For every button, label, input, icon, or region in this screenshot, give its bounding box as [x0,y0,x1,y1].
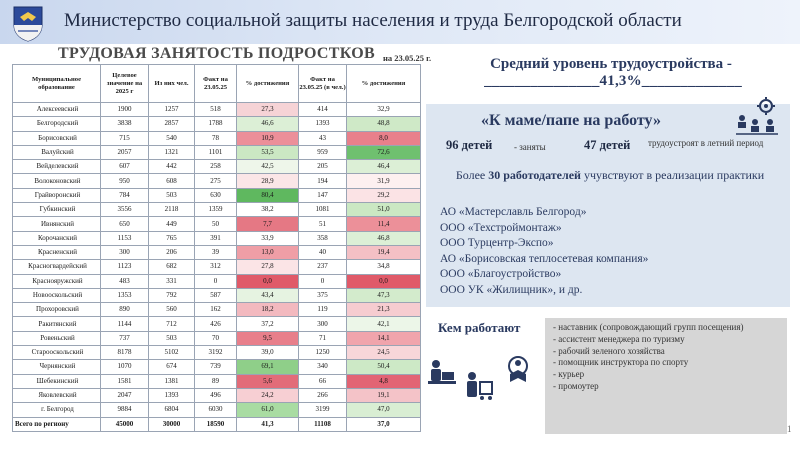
table-cell-target: 1353 [101,288,149,302]
table-cell-pct2: 34,8 [347,260,421,274]
organization-item: ООО УК «Жилищник», и др. [440,283,583,296]
table-cell-target: 9884 [101,403,149,417]
table-cell-target: 2047 [101,388,149,402]
table-cell-fact2: 119 [299,303,347,317]
table-cell-of-them: 674 [149,360,195,374]
table-row [13,346,421,360]
table-total-row [13,417,421,431]
table-cell-pct2: 47,3 [347,288,421,302]
average-value: _______________41,3%_____________ [484,73,742,89]
column-header: Факт на 23.05.25 [195,65,237,103]
table-cell-target: 2057 [101,145,149,159]
kids-summer-count: 47 детей [584,138,631,152]
table-cell-fact: 1101 [195,145,237,159]
table-cell-pct2: 42,1 [347,317,421,331]
table-cell-pct1: 53,5 [237,145,299,159]
table-cell-of-them: 1393 [149,388,195,402]
work-role-item: - промоутер [553,380,599,391]
table-row [13,260,421,274]
table-cell-pct2: 19,4 [347,245,421,259]
table-cell-name: Белгородский [13,117,101,131]
table-cell-target: 715 [101,131,149,145]
table-cell-fact: 0 [195,274,237,288]
section-date: на 23.05.25 г. [383,53,432,63]
table-cell-of-them: 331 [149,274,195,288]
table-cell-pct2: 72,6 [347,145,421,159]
table-cell-fact2: 3199 [299,403,347,417]
table-cell-name: Валуйский [13,145,101,159]
column-header: Из них чел. [149,65,195,103]
table-row [13,303,421,317]
table-cell-target: 737 [101,331,149,345]
employers-text [440,168,780,183]
table-cell-of-them: 1321 [149,145,195,159]
table-cell-fact: 1788 [195,117,237,131]
table-cell-name: г. Белгород [13,403,101,417]
table-cell-target: 300 [101,245,149,259]
table-cell-name: Шебекинский [13,374,101,388]
table-cell-fact: 587 [195,288,237,302]
table-cell-name: Грайворонский [13,188,101,202]
table-cell-fact2: 266 [299,388,347,402]
table-cell-of-them: 206 [149,245,195,259]
table-cell-fact: 162 [195,303,237,317]
table-cell-fact: 312 [195,260,237,274]
table-cell-pct1: 27,3 [237,103,299,117]
table-cell-pct2: 0,0 [347,274,421,288]
table-cell-of-them: 1381 [149,374,195,388]
coat-of-arms-icon [8,3,48,43]
table-cell-name: Прохоровский [13,303,101,317]
table-cell-pct2: 46,8 [347,231,421,245]
table-cell-pct2: 31,9 [347,174,421,188]
table-row [13,374,421,388]
work-roles-list [545,318,787,434]
table-row [13,360,421,374]
table-cell-fact2: 1081 [299,203,347,217]
table-cell-of-them: 5102 [149,346,195,360]
column-header: % достижения [347,65,421,103]
table-cell-target: 1581 [101,374,149,388]
table-cell-of-them: 712 [149,317,195,331]
organization-item: АО «Мастерславль Белгород» [440,206,587,218]
table-cell-pct1: 13,0 [237,245,299,259]
trolley-worker-icon [467,372,492,400]
table-cell-target: 1153 [101,231,149,245]
table-cell-pct1: 9,5 [237,331,299,345]
table-cell-pct1: 27,8 [237,260,299,274]
work-role-item: - ассистент менеджера по туризму [553,333,685,344]
table-cell-fact2: 959 [299,145,347,159]
table-cell-fact: 78 [195,131,237,145]
table-cell-fact2: 340 [299,360,347,374]
table-cell-pct1: 37,2 [237,317,299,331]
table-cell-fact2: 194 [299,174,347,188]
table-cell-of-them: 540 [149,131,195,145]
table-row [13,188,421,202]
organization-item: АО «Борисовская теплосетевая компания» [440,252,649,265]
table-cell-of-them: 792 [149,288,195,302]
table-cell-fact2: 66 [299,374,347,388]
table-cell-name: Красненский [13,245,101,259]
table-cell-fact2: 147 [299,188,347,202]
table-cell-target: 1123 [101,260,149,274]
table-cell-pct2: 21,3 [347,303,421,317]
table-cell-fact2: 43 [299,131,347,145]
table-cell-name: Волоконовский [13,174,101,188]
table-cell-of-them: 503 [149,331,195,345]
table-cell-of-them: 765 [149,231,195,245]
table-cell-fact: 1359 [195,203,237,217]
table-cell-fact: 258 [195,160,237,174]
table-cell-fact2: 1250 [299,346,347,360]
table-cell-target: 3838 [101,117,149,131]
table-cell-pct1: 28,9 [237,174,299,188]
table-cell-of-them: 560 [149,303,195,317]
employers-count: 30 работодателей [488,168,581,182]
table-row [13,174,421,188]
table-cell-pct2: 47,0 [347,403,421,417]
table-cell-fact: 739 [195,360,237,374]
table-cell-of-them: 682 [149,260,195,274]
table-cell-target: 3556 [101,203,149,217]
table-row [13,160,421,174]
table-cell-target: 1900 [101,103,149,117]
total-cell-target: 45000 [101,417,149,431]
total-cell-pct1: 41,3 [237,417,299,431]
table-header-row [13,65,421,103]
table-cell-name: Краснояружский [13,274,101,288]
table-cell-fact2: 414 [299,103,347,117]
table-cell-of-them: 2857 [149,117,195,131]
work-role-item: - курьер [553,369,585,380]
column-header: Факт на 23.05.25 (в чел.) [299,65,347,103]
table-cell-fact: 518 [195,103,237,117]
table-cell-fact2: 375 [299,288,347,302]
table-cell-target: 483 [101,274,149,288]
work-role-item: - наставник (сопровождающий групп посещения) [553,322,744,332]
kids-busy-label: - заняты [514,142,546,152]
work-roles-title: Кем работают [438,320,521,335]
header-banner [0,0,800,44]
table-cell-fact2: 300 [299,317,347,331]
table-row [13,117,421,131]
column-header: Муниципальное образование [13,65,101,103]
table-cell-pct2: 24,5 [347,346,421,360]
table-cell-pct1: 10,9 [237,131,299,145]
workers-icons [426,350,538,412]
table-cell-target: 1144 [101,317,149,331]
total-cell-fact: 18590 [195,417,237,431]
table-cell-fact: 89 [195,374,237,388]
table-cell-pct1: 5,6 [237,374,299,388]
table-cell-pct2: 14,1 [347,331,421,345]
table-cell-target: 8178 [101,346,149,360]
table-cell-pct1: 33,9 [237,231,299,245]
table-row [13,274,421,288]
organization-item: ООО Турцентр-Экспо» [440,237,554,249]
table-row [13,231,421,245]
table-cell-pct2: 4,8 [347,374,421,388]
table-cell-target: 1070 [101,360,149,374]
section-title: ТРУДОВАЯ ЗАНЯТОСТЬ ПОДРОСТКОВ [58,45,375,62]
employers-text-part1: Более [455,168,486,182]
table-cell-pct1: 38,2 [237,203,299,217]
table-row [13,331,421,345]
table-cell-of-them: 1257 [149,103,195,117]
table-cell-pct1: 46,6 [237,117,299,131]
table-cell-name: Красногвардейский [13,260,101,274]
work-role-item: - помощник инструктора по спорту [553,357,689,368]
table-cell-name: Яковлевский [13,388,101,402]
table-cell-fact2: 40 [299,245,347,259]
table-cell-of-them: 442 [149,160,195,174]
ministry-title: Министерство социальной защиты населения и труда Белгородской области [64,10,682,31]
table-cell-fact: 70 [195,331,237,345]
table-row [13,145,421,159]
practice-title: «К маме/папе на работу» [481,112,661,129]
table-row [13,103,421,117]
table-cell-fact2: 358 [299,231,347,245]
employment-table [12,64,421,432]
table-cell-name: Корочанский [13,231,101,245]
table-row [13,203,421,217]
office-worker-icon [428,360,456,384]
table-row [13,403,421,417]
total-cell-pct2: 37,0 [347,417,421,431]
table-cell-pct2: 19,1 [347,388,421,402]
table-cell-pct2: 46,4 [347,160,421,174]
organization-item: ООО «Техстроймонтаж» [440,221,562,234]
total-cell-name: Всего по региону [13,417,101,431]
table-cell-name: Вейделевский [13,160,101,174]
table-cell-pct1: 0,0 [237,274,299,288]
table-cell-pct1: 69,1 [237,360,299,374]
table-cell-of-them: 608 [149,174,195,188]
table-cell-fact2: 0 [299,274,347,288]
table-cell-target: 784 [101,188,149,202]
table-row [13,388,421,402]
table-cell-of-them: 503 [149,188,195,202]
table-cell-name: Губкинский [13,203,101,217]
table-cell-fact2: 1393 [299,117,347,131]
page-number: 1 [787,424,792,434]
table-cell-name: Чернянский [13,360,101,374]
table-cell-pct1: 7,7 [237,217,299,231]
kids-busy-count: 96 детей [446,138,493,152]
table-cell-pct1: 42,5 [237,160,299,174]
table-cell-of-them: 6804 [149,403,195,417]
table-cell-fact2: 205 [299,160,347,174]
table-cell-fact: 426 [195,317,237,331]
table-cell-name: Старооскольский [13,346,101,360]
table-cell-pct2: 48,8 [347,117,421,131]
table-cell-name: Алексеевский [13,103,101,117]
table-cell-pct2: 50,4 [347,360,421,374]
table-cell-fact: 496 [195,388,237,402]
table-cell-fact: 3192 [195,346,237,360]
total-cell-fact2: 11108 [299,417,347,431]
table-cell-fact2: 71 [299,331,347,345]
employers-text-part2: учувствуют в реализации практики [583,168,765,182]
column-header: Целевое значение на 2025 г [101,65,149,103]
table-cell-fact: 6030 [195,403,237,417]
table-cell-fact: 275 [195,174,237,188]
table-cell-target: 650 [101,217,149,231]
table-cell-name: Ровеньский [13,331,101,345]
table-cell-name: Ракитянский [13,317,101,331]
table-cell-fact: 630 [195,188,237,202]
table-row [13,245,421,259]
table-row [13,288,421,302]
table-cell-fact: 391 [195,231,237,245]
table-cell-pct2: 8,0 [347,131,421,145]
table-cell-target: 950 [101,174,149,188]
table-cell-name: Борисовский [13,131,101,145]
organizations-list [440,205,780,298]
table-cell-target: 607 [101,160,149,174]
table-cell-pct2: 32,9 [347,103,421,117]
table-row [13,217,421,231]
table-cell-pct2: 11,4 [347,217,421,231]
reader-icon [509,357,527,382]
table-cell-pct1: 61,0 [237,403,299,417]
table-cell-of-them: 449 [149,217,195,231]
column-header: % достижения [237,65,299,103]
total-cell-of-them: 30000 [149,417,195,431]
kids-summer-label: трудоустроят в летний период [648,138,764,148]
table-cell-fact2: 237 [299,260,347,274]
average-title: Средний уровень трудоустройства - [490,56,732,72]
table-cell-target: 890 [101,303,149,317]
work-role-item: - рабочий зеленого хозяйства [553,345,665,356]
table-cell-pct1: 18,2 [237,303,299,317]
table-cell-of-them: 2118 [149,203,195,217]
organization-item: ООО «Благоустройство» [440,268,562,280]
table-row [13,317,421,331]
table-row [13,131,421,145]
table-cell-fact: 39 [195,245,237,259]
table-cell-fact2: 51 [299,217,347,231]
table-cell-name: Новооскольский [13,288,101,302]
table-cell-pct1: 80,4 [237,188,299,202]
table-cell-pct1: 43,4 [237,288,299,302]
table-cell-pct1: 39,0 [237,346,299,360]
table-cell-name: Ивнянский [13,217,101,231]
table-cell-pct2: 51,0 [347,203,421,217]
table-cell-fact: 50 [195,217,237,231]
table-body [13,103,421,432]
team-gear-icon [726,96,784,140]
table-cell-pct1: 24,2 [237,388,299,402]
table-cell-pct2: 29,2 [347,188,421,202]
